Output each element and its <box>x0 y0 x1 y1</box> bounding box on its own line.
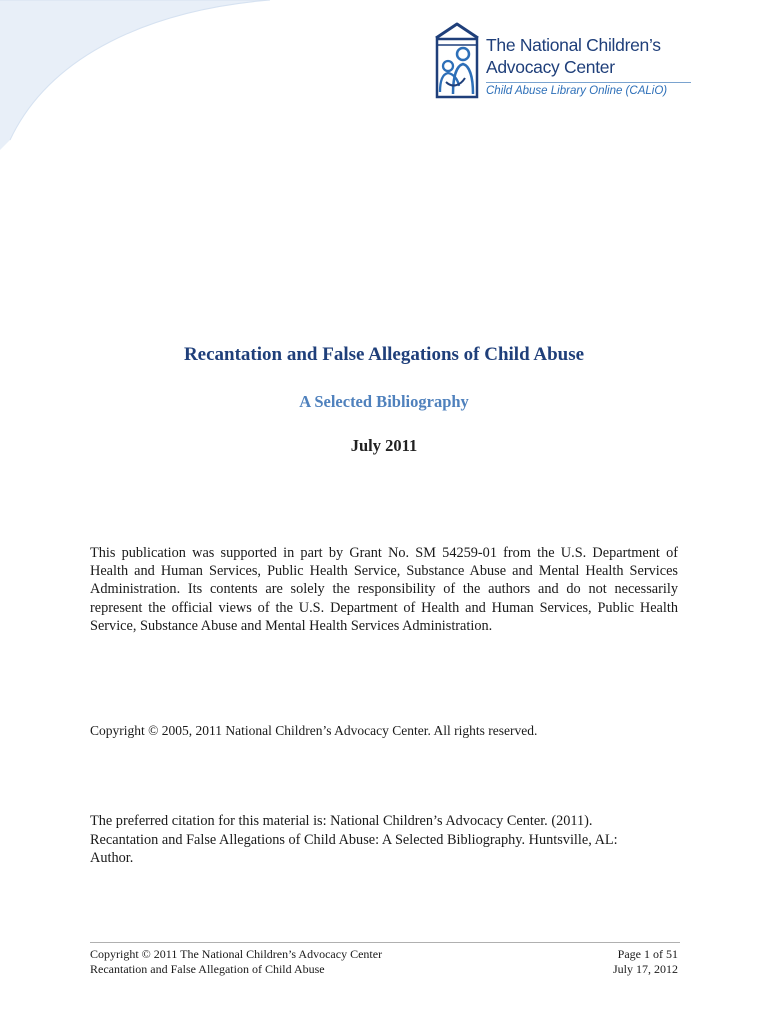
footer-left <box>90 947 382 976</box>
document-subtitle: A Selected Bibliography <box>299 392 469 411</box>
citation-line: Recantation and False Allegations of Child Abuse: A Selected Bibliography. Huntsville, AL: <box>90 831 618 848</box>
logo-divider <box>486 82 691 83</box>
footer-right <box>613 947 678 976</box>
citation-line: The preferred citation for this material is: National Children’s Advocacy Center. (2011). <box>90 813 593 829</box>
footer-copyright: Copyright © 2011 The National Children’s Advocacy Center <box>90 947 383 961</box>
document-title: Recantation and False Allegations of Child Abuse <box>183 344 585 365</box>
logo-org-name-line2: Advocacy Center <box>486 57 615 77</box>
ncac-logo <box>432 22 694 104</box>
corner-swoosh-decoration <box>0 0 300 150</box>
page-number: Page 1 of 51 <box>617 947 678 961</box>
footer-doc-title: Recantation and False Allegation of Child Abuse <box>90 961 325 976</box>
copyright-notice: Copyright © 2005, 2011 National Children’s Advocacy Center. All rights reserved. <box>90 723 538 738</box>
logo-org-name-line1: The National Children’s <box>486 35 661 55</box>
citation-block <box>90 812 670 868</box>
citation-line: Author. <box>90 850 134 866</box>
funding-statement: This publication was supported in part by Grant No. SM 54259-01 from the U.S. Department of Health and Human Services, Public Health Service, Substance Abuse and Mental Health Services Administration. Its contents are solely the responsibility of the authors and do not necessarily represent the official views of the U.S. Department of Health and Human Services, Public Health Service, Substance Abuse and Mental Health Services Administration. <box>90 545 678 634</box>
footer-date: July 17, 2012 <box>612 961 678 976</box>
building-family-icon <box>432 22 482 100</box>
document-date: July 2011 <box>350 436 418 455</box>
logo-tagline: Child Abuse Library Online (CALiO) <box>486 85 668 97</box>
footer-divider <box>90 942 680 943</box>
